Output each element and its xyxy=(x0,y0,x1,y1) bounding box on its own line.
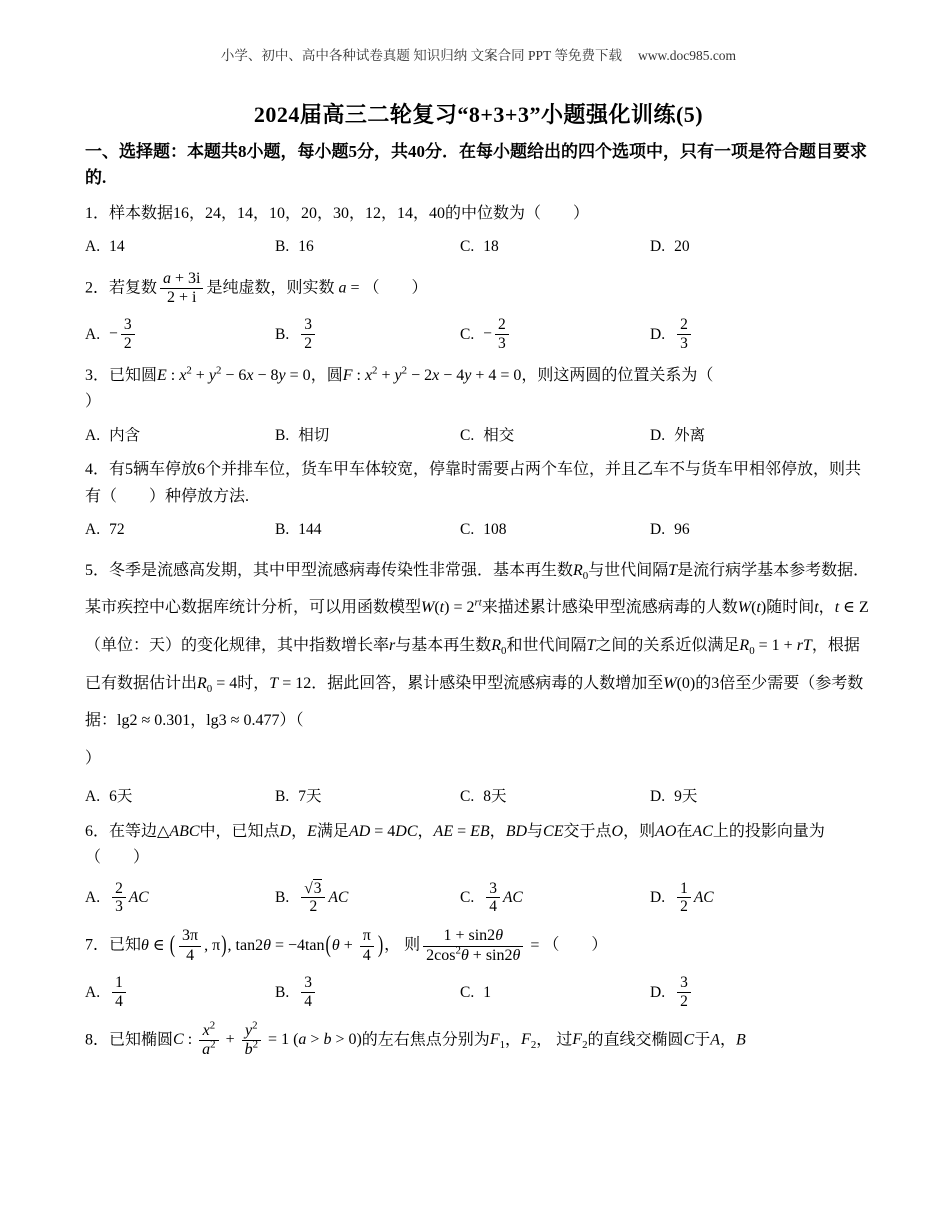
option-value: 16 xyxy=(298,238,314,256)
option-value: 相切 xyxy=(298,426,330,444)
option xyxy=(650,879,872,918)
option xyxy=(460,980,650,1006)
options-row xyxy=(85,423,872,449)
question-stem: 1．样本数据16，24，14，10，20，30，12，14，40的中位数为（ ） xyxy=(85,204,590,222)
option xyxy=(275,315,460,354)
option xyxy=(85,973,275,1012)
option-label: D. xyxy=(650,521,666,539)
option-label: A. xyxy=(85,889,101,907)
option xyxy=(85,423,275,449)
option-value: 内含 xyxy=(109,426,141,444)
option-value: 144 xyxy=(298,521,322,539)
option-value: 108 xyxy=(483,521,507,539)
question-block xyxy=(85,457,872,542)
options-row xyxy=(85,784,872,810)
option-label: C. xyxy=(460,325,475,343)
option-value: 14 xyxy=(109,238,125,256)
option xyxy=(460,315,650,354)
option xyxy=(275,423,460,449)
option-label: B. xyxy=(275,521,290,539)
option-value: 9天 xyxy=(674,788,698,806)
option-value: 8天 xyxy=(483,788,507,806)
question-stem: 8．已知椭圆C : $\frac{x^2}{a^2}$ + $\frac{y^2}{b^2}$ = 1 (a > b > 0)的左右焦点分别为$F_1$，$F_2$， 过$F_2$的直线交椭圆C于A，B xyxy=(85,1019,746,1059)
option xyxy=(650,315,872,354)
question-stem: 2．若复数 $\frac{a + 3i}{2 + i}$ 是纯虚数，则实数 a = （ ） xyxy=(85,269,428,307)
option-label: D. xyxy=(650,983,666,1001)
option-value: 1 xyxy=(483,983,491,1001)
banner-url-link[interactable]: www.doc985.com xyxy=(637,48,737,63)
option-label: A. xyxy=(85,426,101,444)
question-block xyxy=(85,1021,872,1061)
option-value: $\frac{1}{2}$ AC xyxy=(674,879,714,918)
option-label: D. xyxy=(650,788,666,806)
option-value: 96 xyxy=(674,521,690,539)
option xyxy=(275,517,460,543)
question-block xyxy=(85,363,872,448)
option-label: C. xyxy=(460,983,475,1001)
banner-text: 小学、初中、高中各种试卷真题 知识归纳 文案合同 PPT 等免费下载 xyxy=(220,48,622,63)
option-label: C. xyxy=(460,788,475,806)
question-block xyxy=(85,819,872,917)
option-value: $\frac{3}{2}$ xyxy=(674,973,694,1012)
question-block xyxy=(85,552,872,810)
option-value: $\frac{2}{3}$ xyxy=(674,315,694,354)
option-value: − $\frac{3}{2}$ xyxy=(109,315,138,354)
option xyxy=(275,234,460,260)
option-value: 18 xyxy=(483,238,499,256)
option xyxy=(460,423,650,449)
option-label: A. xyxy=(85,788,101,806)
option xyxy=(275,879,460,918)
question-stem: 3．已知圆E : $x^2 + y^2 - 6x - 8y = 0$，圆F : $x^2 + y^2 - 2x - 4y + 4 = 0$，则这两圆的位置关系为（ ） xyxy=(85,364,714,411)
option xyxy=(85,784,275,810)
question-stem: 6．在等边△ABC中，已知点D，E满足AD = 4DC，AE = EB，BD与CE交于点O，则AO在AC上的投影向量为（ ） xyxy=(85,822,825,867)
option-label: B. xyxy=(275,426,290,444)
option-label: C. xyxy=(460,889,475,907)
option-value: $\frac{√3}{2}$ AC xyxy=(298,879,348,918)
option-value: 6天 xyxy=(109,788,133,806)
option xyxy=(460,784,650,810)
option xyxy=(85,234,275,260)
option-label: A. xyxy=(85,325,101,343)
option xyxy=(85,315,275,354)
option-label: B. xyxy=(275,983,290,1001)
option xyxy=(85,879,275,918)
option-label: D. xyxy=(650,238,666,256)
options-row xyxy=(85,879,872,918)
option-value: 72 xyxy=(109,521,125,539)
option-label: A. xyxy=(85,521,101,539)
option xyxy=(650,784,872,810)
options-row xyxy=(85,234,872,260)
option-value: 20 xyxy=(674,238,690,256)
option-value: $\frac{3}{4}$ xyxy=(298,973,318,1012)
site-banner xyxy=(85,44,872,64)
option xyxy=(650,234,872,260)
option-value: $\frac{1}{4}$ xyxy=(109,973,129,1012)
option-value: $\frac{3}{2}$ xyxy=(298,315,318,354)
option-label: C. xyxy=(460,521,475,539)
option xyxy=(650,517,872,543)
page-title: 2024届高三二轮复习“8+3+3”小题强化训练(5) xyxy=(253,102,704,127)
option-value: 7天 xyxy=(298,788,322,806)
option-label: B. xyxy=(275,788,290,806)
questions-list xyxy=(85,201,872,1061)
question-block xyxy=(85,926,872,1011)
section-heading: 一、选择题：本题共8小题，每小题5分，共40分．在每小题给出的四个选项中，只有一项是符合题目要求的. xyxy=(85,142,867,188)
option xyxy=(460,234,650,260)
option xyxy=(275,784,460,810)
option-label: B. xyxy=(275,889,290,907)
option-value: − $\frac{2}{3}$ xyxy=(483,315,512,354)
option-value: 相交 xyxy=(483,426,515,444)
option-label: A. xyxy=(85,983,101,1001)
option-label: D. xyxy=(650,889,666,907)
option xyxy=(650,973,872,1012)
option-label: D. xyxy=(650,426,666,444)
options-row xyxy=(85,315,872,354)
option xyxy=(650,423,872,449)
question-stem: 4．有5辆车停放6个并排车位，货车甲车体较宽，停靠时需要占两个车位，并且乙车不与货车甲相邻停放，则共有（ ）种停放方法. xyxy=(85,461,862,505)
option-value: $\frac{3}{4}$ AC xyxy=(483,879,523,918)
question-stem: 7．已知θ ∈ ( $\frac{3\pi}{4}$ , π), tan2θ = −4tan(θ + $\frac{\pi}{4}$ )， 则 $\frac{1 + \sin 2\theta}{2\cos^2\theta + \sin 2\theta}$ = （ ） xyxy=(85,927,608,964)
options-row xyxy=(85,517,872,543)
option xyxy=(275,973,460,1012)
option xyxy=(460,517,650,543)
option xyxy=(460,879,650,918)
option-label: D. xyxy=(650,325,666,343)
option-label: B. xyxy=(275,325,290,343)
question-block xyxy=(85,269,872,354)
option-label: A. xyxy=(85,238,101,256)
option-value: $\frac{2}{3}$ AC xyxy=(109,879,149,918)
option-label: C. xyxy=(460,426,475,444)
option-label: B. xyxy=(275,238,290,256)
option-value: 外离 xyxy=(674,426,706,444)
option-label: C. xyxy=(460,238,475,256)
option xyxy=(85,517,275,543)
question-block xyxy=(85,201,872,260)
question-stem: 5．冬季是流感高发期，其中甲型流感病毒传染性非常强．基本再生数$R_0$与世代间隔T是流行病学基本参考数据．某市疾控中心数据库统计分析，可以用函数模型$W(t) = 2^{rt}$来描述累计感染甲型流感病毒的人数W(t)随时间t，t ∈ Z（单位：天）的变化规律，其中指数增长率r与基本再生数$R_0$和世代间隔T之间的关系近似满足$R_0 = 1$ + rT，根据已有数据估计出$R_0 = 4$时，T = 12．据此回答，累计感染甲型流感病毒的人数增加至W(0)的3倍至少需要（参考数据：lg2 ≈ 0.301，lg3 ≈ 0.477）（ ） xyxy=(85,561,870,767)
options-row xyxy=(85,973,872,1012)
